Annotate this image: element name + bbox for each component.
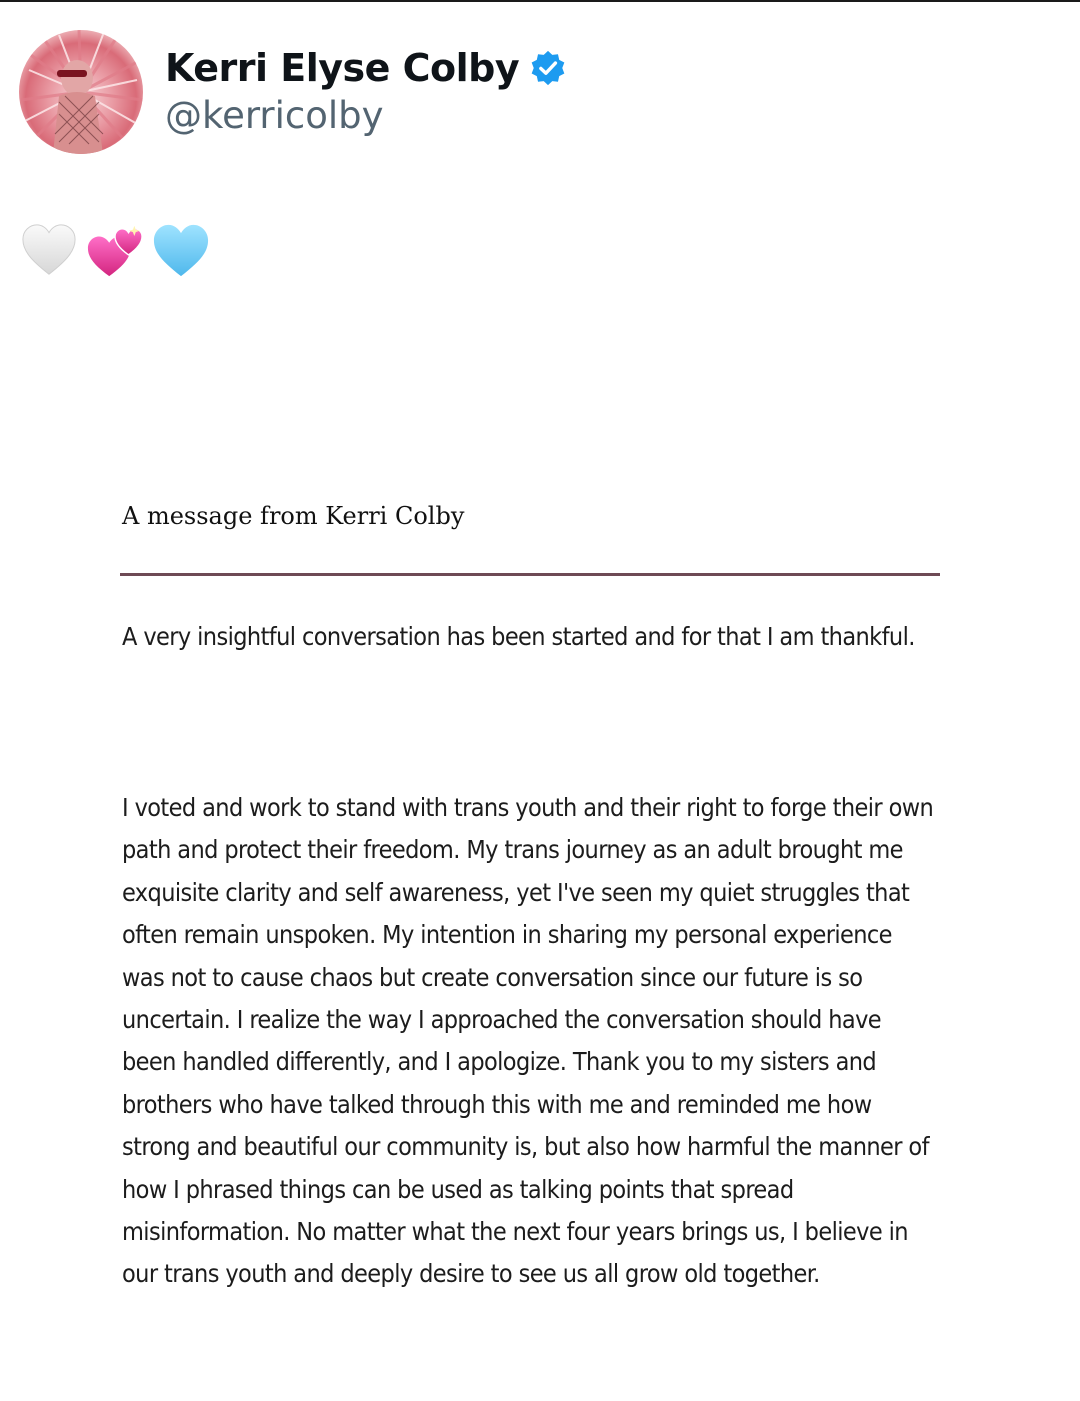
display-name-row[interactable] xyxy=(165,40,567,96)
two-hearts-icon xyxy=(86,222,144,280)
verified-badge-icon xyxy=(529,49,567,87)
avatar[interactable] xyxy=(19,30,143,154)
document-paragraph-1: A very insightful conversation has been started and for that I am thankful. xyxy=(122,622,915,651)
light-blue-heart-icon xyxy=(152,222,210,280)
white-heart-icon xyxy=(20,222,78,280)
document-paragraph-2: I voted and work to stand with trans youth and their right to forge their own path and protect their freedom. My trans journey as an adult brought me exquisite clarity and self awareness, yet I've seen my quiet struggles that often remain unspoken. My intention in sharing my personal experience was not to cause chaos but create conversation since our future is so uncertain. I realize the way I approached the conversation should have been handled differently, and I apologize. Thank you to my sisters and brothers who have talked through this with me and reminded me how strong and beautiful our community is, but also how harmful the manner of how I phrased things can be used as talking points that spread misinformation. No matter what the next four years brings us, I believe in our trans youth and deeply desire to see us all grow old together. xyxy=(122,793,934,1289)
document-divider xyxy=(120,573,940,576)
display-name[interactable]: Kerri Elyse Colby xyxy=(165,46,520,90)
document-title: A message from Kerri Colby xyxy=(122,502,465,530)
avatar-image xyxy=(19,30,143,154)
user-handle[interactable]: @kerricolby xyxy=(165,94,384,137)
emoji-row xyxy=(20,222,210,280)
top-divider xyxy=(0,0,1080,2)
